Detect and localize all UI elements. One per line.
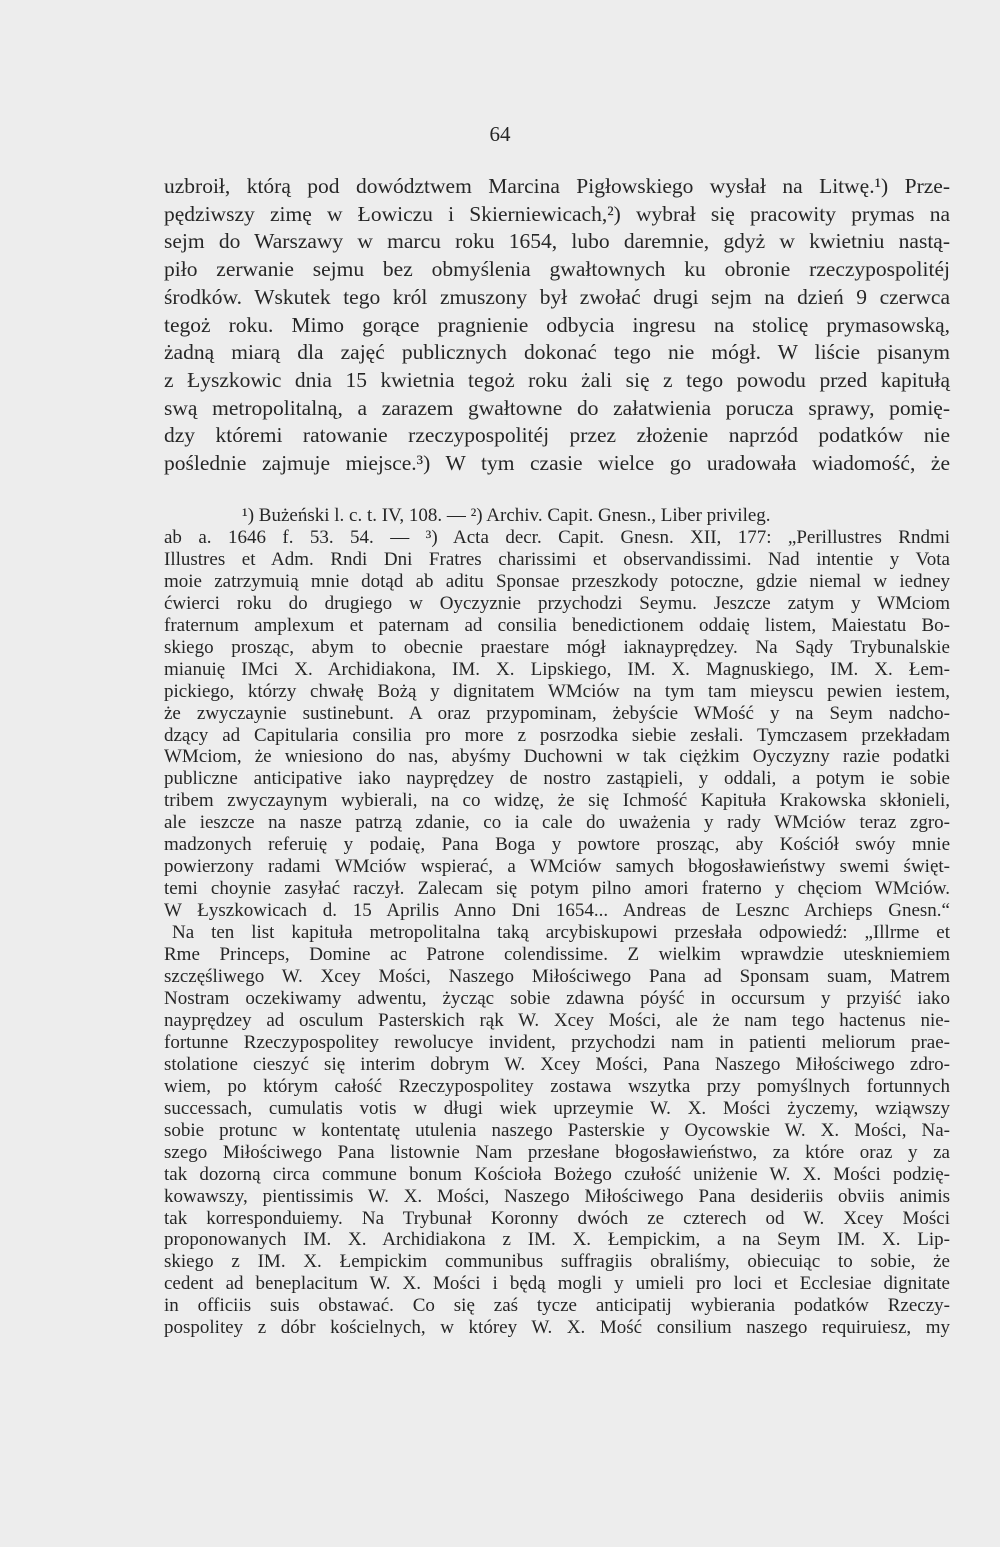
- main-text: [164, 173, 950, 478]
- footnote-line: stolatione cieszyć się interim dobrym W. Xcey Mości, Pana Naszego Miłościwego zdro-: [164, 1053, 950, 1075]
- main-line: tegoż roku. Mimo gorące pragnienie odbycia ingresu na stolicę prymasowską,: [164, 312, 950, 337]
- footnote-line: powierzony radami WMciów wspierać, a WMciów samych błogosławieństwy swemi święt-: [164, 856, 950, 878]
- footnote-line: Rme Princeps, Domine ac Patrone colendissime. Z wielkim wprawdzie uteskniemiem: [164, 944, 950, 966]
- footnote-line: nayprędzey ad osculum Pasterskich rąk W. Xcey Mości, ale że nam tego hactenus nie-: [164, 1009, 950, 1031]
- main-line: środków. Wskutek tego król zmuszony był zwołać drugi sejm na dzień 9 czerwca: [164, 284, 950, 309]
- footnote-line: fraternum amplexum et paternam ad consilia benedictionem oddaię listem, Maiestatu Bo-: [164, 614, 950, 636]
- footnote-line: fortunne Rzeczypospolitey rewolucye invident, przychodzi nam in patienti meliorum prae-: [164, 1031, 950, 1053]
- footnote-line: wiem, po którym całość Rzeczypospolitey zostawa wszytka przy pomyślnych fortunnych: [164, 1075, 950, 1097]
- footnote-line: kowawszy, pientissimis W. X. Mości, Naszego Miłościwego Pana desideriis obviis animis: [164, 1185, 950, 1207]
- footnote-line: tak korresponduiemy. Na Trybunał Koronny dwóch ze czterech od W. Xcey Mości: [164, 1207, 950, 1229]
- footnote-line: dzący ad Capitularia consilia pro more z posrzodka siebie zesłali. Tymczasem przekładam: [164, 724, 950, 746]
- footnote-line: ćwierci roku do drugiego w Oyczyznie przychodzi Seymu. Jeszcze zatym y WMciom: [164, 592, 950, 614]
- footnote-line: in officiis suis obstawać. Co się zaś tycze anticipatij wybierania podatków Rzeczy-: [164, 1295, 950, 1317]
- footnote-line: Na ten list kapituła metropolitalna taką arcybiskupowi przesłała odpowiedź: „Illrme et: [172, 922, 950, 944]
- footnote-line: Nostram oczekiwamy adwentu, życząc sobie zdawna póyść in occursum y przyiść iako: [164, 987, 950, 1009]
- footnotes: [164, 505, 950, 1339]
- footnote-line: że zwyczaynie sustinebunt. A oraz przypominam, żebyście WMość y na Seym nadcho-: [164, 702, 950, 724]
- footnote-line: WMciom, że wniesiono do nas, abyśmy Duchowni w tak ciężkim Oyczyzny razie podatki: [164, 746, 950, 768]
- footnote-line: successach, cumulatis votis w długi wiek uprzeymie W. X. Mości życzemy, wziąwszy: [164, 1097, 950, 1119]
- footnote-line: moie zatrzymuią mnie dotąd ab aditu Sponsae przeszkody potoczne, gdzie niemal w iedney: [164, 570, 950, 592]
- footnote-line: sobie protunc w kontentatę utulenia naszego Pasterskie y Oycowskie W. X. Mości, Na-: [164, 1119, 950, 1141]
- footnote-line: ¹) Bużeński l. c. t. IV, 108. — ²) Archiv. Capit. Gnesn., Liber privileg.: [242, 505, 771, 526]
- main-line: swą metropolitalną, a zarazem gwałtowne do załatwienia porucza sprawy, pomię-: [164, 395, 950, 420]
- footnote-line: szego Miłościwego Pana listownie Nam przesłane błogosławieństwo, za które oraz y za: [164, 1141, 950, 1163]
- footnote-line: szczęśliwego W. Xcey Mości, Naszego Miłościwego Pana ad Sponsam suam, Matrem: [164, 966, 950, 988]
- main-line: uzbroił, którą pod dowództwem Marcina Pigłowskiego wysłał na Litwę.¹) Prze-: [164, 174, 950, 198]
- footnote-line: pospolitey z dóbr kościelnych, w którey W. X. Mość consilium naszego requiruiesz, my: [164, 1317, 950, 1339]
- main-line: poślednie zajmuje miejsce.³) W tym czasie wielce go uradowała wiadomość, że: [164, 451, 950, 476]
- main-line: dzy któremi ratowanie rzeczypospolitéj przez złożenie naprzód podatków nie: [164, 423, 950, 448]
- footnote-line: proponowanych IM. X. Archidiakona z IM. X. Łempickim, a na Seym IM. X. Lip-: [164, 1229, 950, 1251]
- footnote-line: cedent ad beneplacitum W. X. Mości i będą mogli y umieli pro loci et Ecclesiae dignitate: [164, 1273, 950, 1295]
- footnote-line: skiego z IM. X. Łempickim communibus suffragiis obraliśmy, obiecuiąc to sobie, że: [164, 1251, 950, 1273]
- footnote-line: W Łyszkowicach d. 15 Aprilis Anno Dni 1654... Andreas de Lesznc Archieps Gnesn.“: [164, 900, 950, 922]
- footnote-line: tak dozorną circa commune bonum Kościoła Bożego czułość uniżenie W. X. Mości podzię-: [164, 1163, 950, 1185]
- main-line: z Łyszkowic dnia 15 kwietnia tegoż roku żali się z tego powodu przed kapitułą: [164, 367, 950, 392]
- footnote-line: Illustres et Adm. Rndi Dni Fratres charissimi et observandissimi. Nad intentie y Vota: [164, 548, 950, 570]
- footnote-line: skiego prosząc, abym to obecnie praestare mógł iaknayprędzey. Na Sądy Trybunalskie: [164, 636, 950, 658]
- footnote-line: mianuię IMci X. Archidiakona, IM. X. Lipskiego, IM. X. Magnuskiego, IM. X. Łem-: [164, 658, 950, 680]
- footnote-line: tribem zwyczaynym wybierali, na co widzę, że się Ichmość Kapituła Krakowska skłonieli,: [164, 790, 950, 812]
- main-line: piło zerwanie sejmu bez obmyślenia gwałtownych ku obronie rzeczypospolitéj: [164, 257, 950, 282]
- footnote-line: ab a. 1646 f. 53. 54. — ³) Acta decr. Capit. Gnesn. XII, 177: „Perillustres Rndmi: [164, 526, 950, 548]
- footnote-line: madzonych referuię y podaię, Pana Boga y powtore prosząc, aby Kościół swóy mnie: [164, 834, 950, 856]
- footnote-line: pickiego, którzy chwałę Bożą y dignitatem WMciów na tym tam mieyscu pewien iestem,: [164, 680, 950, 702]
- main-line: sejm do Warszawy w marcu roku 1654, lubo daremnie, gdyż w kwietniu nastą-: [164, 229, 950, 254]
- footnote-line: ale ieszcze na nasze patrzą zdanie, co ia cale do uważenia y rady WMciów teraz zgro-: [164, 812, 950, 834]
- footnote-line: publiczne anticipative iako nayprędzey de nostro zastąpieli, y oddali, a potym ie sobie: [164, 768, 950, 790]
- footnote-line: temi choynie zasyłać raczył. Zalecam się potym pilno amori fraterno y chęciom WMciów.: [164, 878, 950, 900]
- page-number: 64: [489, 122, 511, 146]
- main-line: żadną miarą dla zajęć publicznych dokonać tego nie mógł. W liście pisanym: [164, 340, 950, 365]
- main-line: pędziwszy zimę w Łowiczu i Skierniewicach,²) wybrał się pracowity prymas na: [164, 201, 950, 226]
